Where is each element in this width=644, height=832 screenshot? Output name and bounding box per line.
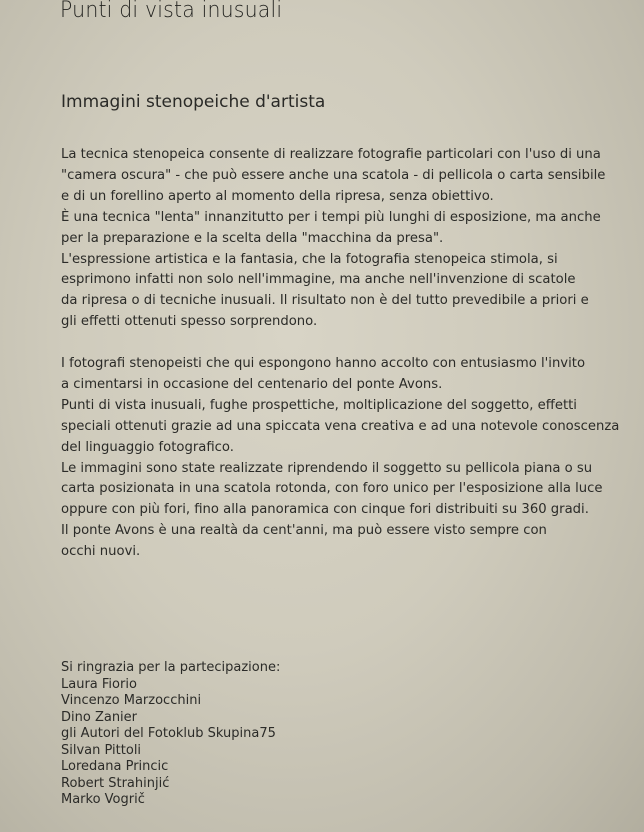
text-line: da ripresa o di tecniche inusuali. Il risultato non è del tutto prevedibile a priori e [61, 293, 589, 309]
text-line: La tecnica stenopeica consente di realizzare fotografie particolari con l'uso di una [61, 147, 601, 162]
text-line: esprimono infatti non solo nell'immagine, ma anche nell'invenzione di scatole [61, 272, 576, 288]
participant-name: Laura Fiorio [61, 676, 137, 692]
text-line: oppure con più fori, fino alla panoramica con cinque fori distribuiti su 360 gradi. [61, 502, 589, 518]
text-line: "camera oscura" - che può essere anche una scatola - di pellicola o carta sensibile [61, 167, 606, 183]
text-line: e di un forellino aperto al momento della ripresa, senza obiettivo. [61, 188, 494, 204]
page-title: Punti di vista inusuali [60, 0, 283, 23]
acknowledgements-heading: Si ringrazia per la partecipazione: [61, 660, 281, 675]
text-line: occhi nuovi. [61, 544, 141, 560]
paragraph-technique [61, 145, 621, 333]
body-text [61, 145, 621, 563]
participant-name: Marko Vogrič [61, 792, 145, 807]
text-line: I fotografi stenopeisti che qui espongono hanno accolto con entusiasmo l'invito [61, 356, 586, 372]
text-line: gli effetti ottenuti spesso sorprendono. [61, 314, 318, 330]
participant-name: gli Autori del Fotoklub Skupina75 [61, 726, 276, 741]
text-line: speciali ottenuti grazie ad una spiccata vena creativa e ad una notevole conoscenza [61, 418, 620, 434]
page-subtitle: Immagini stenopeiche d'artista [61, 92, 326, 112]
text-line: del linguaggio fotografico. [61, 439, 234, 455]
paragraph-photographers [61, 354, 621, 563]
text-line: carta posizionata in una scatola rotonda, con foro unico per l'esposizione alla luce [61, 481, 603, 497]
participant-name: Silvan Pittoli [61, 742, 142, 758]
participant-name: Vincenzo Marzocchini [61, 693, 202, 708]
participant-name: Loredana Princic [61, 759, 169, 774]
text-line: a cimentarsi in occasione del centenario del ponte Avons. [61, 376, 443, 392]
participant-name: Robert Strahinjić [61, 775, 170, 791]
text-line: È una tecnica "lenta" innanzitutto per i tempi più lunghi di esposizione, ma anche [61, 209, 601, 225]
acknowledgements [61, 660, 280, 809]
text-line: per la preparazione e la scelta della "macchina da presa". [61, 230, 444, 246]
text-line: Punti di vista inusuali, fughe prospettiche, moltiplicazione del soggetto, effetti [61, 397, 577, 413]
paragraph-spacer [61, 333, 621, 354]
text-line: Il ponte Avons è una realtà da cent'anni, ma può essere visto sempre con [61, 523, 547, 539]
participant-name: Dino Zanier [61, 709, 138, 725]
text-line: Le immagini sono state realizzate riprendendo il soggetto su pellicola piana o su [61, 460, 593, 476]
text-line: L'espressione artistica e la fantasia, che la fotografia stenopeica stimola, si [61, 251, 558, 267]
